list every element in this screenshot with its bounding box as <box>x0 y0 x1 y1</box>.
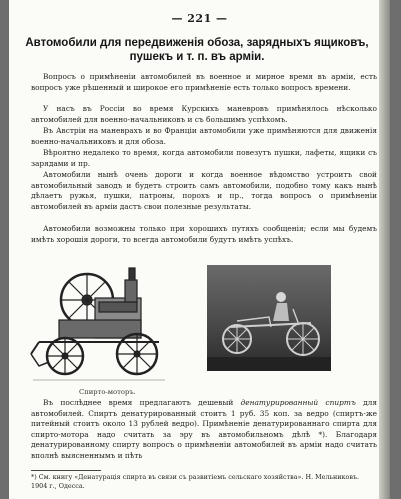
section-title: Автомобили для передвиженія обоза, зарядныхъ ящиковъ, пушекъ и т. п. въ арміи. <box>25 37 369 63</box>
page-number: — 221 — <box>171 12 228 25</box>
page-edge <box>379 0 390 499</box>
paragraph-text: Въ послѣднее время предлагаютъ дешевый <box>43 398 241 407</box>
paragraph <box>31 148 377 169</box>
paragraph <box>31 170 377 212</box>
paragraph <box>31 72 377 93</box>
paragraph-text: для автомобилей. Спиртъ денатурированный стоитъ 1 руб. 35 коп. за ведро (спиртъ-же питейный стоитъ около 13 рублей ведро). Примѣненіе денатурированнаго спирта для спирто-мотора надо считать за эру въ автомобильномъ дѣлѣ *). Благодаря денатурированному спирту вопросъ о примѣненіи автомобилей въ арміи надо считать вполнѣ выясненнымъ и пѣть <box>31 398 377 460</box>
paragraph-text: Вѣроятно недалеко то время, когда автомобили повезутъ пушки, лафеты, ящики съ зарядами и пр. <box>31 148 377 168</box>
paragraph-text: Въ Австріи на маневрахъ и во Франціи автомобили уже примѣняются для движенія военно-начальниковъ и для обоза. <box>31 126 377 146</box>
paragraph <box>31 126 377 147</box>
spirit-motor-illustration <box>29 262 169 387</box>
paragraph-text: Вопросъ о примѣненіи автомобилей въ военное и мирное время въ арміи, есть вопросъ уже рѣшенный и широкое его примѣненіе есть только вопросъ времени. <box>31 72 377 92</box>
paragraph-text: Автомобили возможны только при хорошихъ путяхъ сообщенія; если мы будемъ имѣть хорошія дороги, то всегда автомобили будутъ имѣть успѣхъ. <box>31 224 377 244</box>
figure-caption: Спирто-моторъ. <box>79 388 136 396</box>
engine-drawing <box>29 262 169 387</box>
footnote: *) См. книгу «Денатурація спирта въ связи съ развитіемъ сельскаго хозяйства». Н. Мельниковъ. 1904 г., Одесса. <box>31 473 360 491</box>
footnote-divider <box>31 470 101 471</box>
automobile-drawing <box>207 265 331 371</box>
book-page <box>9 0 390 499</box>
emphasized-term: денатурированный спиртъ <box>240 398 356 407</box>
paragraph-text: У насъ въ Россіи во время Курскихъ маневровъ примѣнялось нѣсколько автомобилей для военно-начальниковъ и съ большимъ успѣхомъ. <box>31 104 377 124</box>
paragraph-text: Автомобили нынѣ очень дороги и когда военное вѣдомство устроитъ свой автомобильный заводъ и будетъ строить самъ автомобили, подобно тому какъ нынѣ дѣлаетъ ружья, пушки, патроны, порохъ и пр., тогда вопросъ о примѣненіи автомобилей въ арміи дастъ свои полезные результаты. <box>31 170 377 211</box>
automobile-photo <box>207 265 331 371</box>
paragraph <box>31 398 377 462</box>
paragraph <box>31 224 377 245</box>
paragraph <box>31 104 377 125</box>
